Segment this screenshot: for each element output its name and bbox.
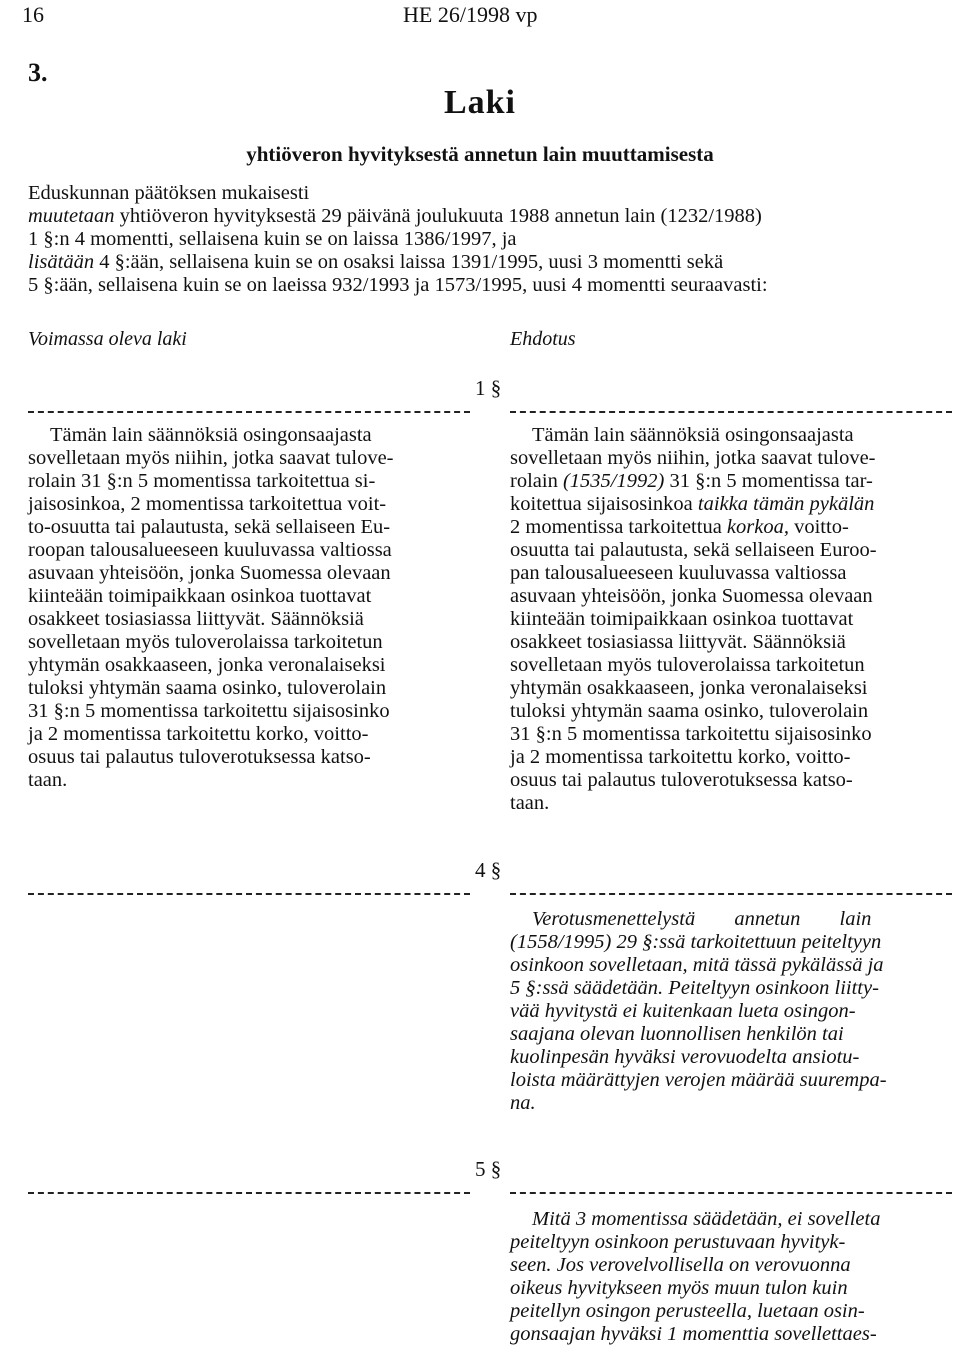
intro-line: 5 §:ään, sellaisena kuin se on laeissa 932/1993 ja 1573/1995, uusi 4 momentti seuraavasti: bbox=[28, 274, 768, 296]
text-line: na. bbox=[510, 1092, 536, 1114]
omission-dashes bbox=[28, 893, 470, 895]
text-line: gonsaajan hyväksi 1 momenttia sovellettaes- bbox=[510, 1323, 877, 1345]
intro-verb: lisätään bbox=[28, 251, 95, 273]
omission-dashes bbox=[28, 1192, 470, 1194]
text-line: tuloksi yhtymän saama osinko, tuloverolain bbox=[28, 677, 387, 699]
text-line: 2 momentissa tarkoitettua korkoa, voitto- bbox=[510, 516, 849, 538]
right-section4-text bbox=[510, 908, 952, 1115]
page-number: 16 bbox=[22, 2, 44, 27]
intro-line: 1 §:n 4 momentti, sellaisena kuin se on laissa 1386/1997, ja bbox=[28, 228, 517, 250]
amended-text: korkoa, bbox=[726, 516, 789, 538]
text-line: osakkeet tosiasiassa liittyvät. Säännöksiä bbox=[28, 608, 364, 630]
intro-line: muutetaan yhtiöveron hyvityksestä 29 päivänä joulukuuta 1988 annetun lain (1232/1988) bbox=[28, 205, 762, 227]
text-line: loista määrättyjen verojen määrää suurempa- bbox=[510, 1069, 887, 1091]
text-line: Mitä 3 momentissa säädetään, ei sovelleta bbox=[532, 1208, 881, 1230]
left-column-heading: Voimassa oleva laki bbox=[28, 328, 187, 350]
text-line: jaisosinkoa, 2 momentissa tarkoitettua voit- bbox=[28, 493, 387, 515]
text-line: saajana olevan luonnollisen henkilön tai bbox=[510, 1023, 844, 1045]
intro-verb: muutetaan bbox=[28, 205, 115, 227]
text-line: 31 §:n 5 momentissa tarkoitettu sijaisosinko bbox=[510, 723, 872, 745]
text-line: kiinteään toimipaikkaan osinkoa tuottavat bbox=[510, 608, 854, 630]
text-line: 5 §:ssä säädetään. Peiteltyyn osinkoon liitty- bbox=[510, 977, 879, 999]
intro-line: Eduskunnan päätöksen mukaisesti bbox=[28, 182, 310, 204]
left-section1-text bbox=[28, 424, 470, 792]
text-line: asuvaan yhteisöön, jonka Suomessa olevaan bbox=[28, 562, 391, 584]
text-line: tuloksi yhtymän saama osinko, tuloverolain bbox=[510, 700, 869, 722]
text-line: osinkoon sovelletaan, mitä tässä pykälässä ja bbox=[510, 954, 884, 976]
section-mark-4: 4 § bbox=[475, 858, 502, 882]
text-line: taan. bbox=[510, 792, 550, 814]
text-line: osuus tai palautus tuloverotuksessa katso- bbox=[510, 769, 853, 791]
right-section1-text bbox=[510, 424, 952, 815]
text-line: sovelletaan myös tuloverolaissa tarkoitetun bbox=[510, 654, 865, 676]
text-line: kiinteään toimipaikkaan osinkoa tuottavat bbox=[28, 585, 372, 607]
text-line: taan. bbox=[28, 769, 68, 791]
text-line: osuutta tai palautusta, sekä sellaiseen Euroo- bbox=[510, 539, 877, 561]
text-line: yhtymän osakkaaseen, jonka veronalaiseksi bbox=[510, 677, 868, 699]
text-line: yhtymän osakkaaseen, jonka veronalaiseksi bbox=[28, 654, 386, 676]
law-title: Laki bbox=[443, 84, 517, 121]
text-line: peiteltyyn osinkoon perustuvaan hyvityk- bbox=[510, 1231, 846, 1253]
section-mark-1: 1 § bbox=[475, 376, 502, 400]
text-line: (1558/1995) 29 §:ssä tarkoitettuun peiteltyyn bbox=[510, 931, 882, 953]
text-line: Tämän lain säännöksiä osingonsaajasta bbox=[50, 424, 372, 446]
text-line: ja 2 momentissa tarkoitettu korko, voitto- bbox=[28, 723, 369, 745]
text-line: sovelletaan myös tuloverolaissa tarkoitetun bbox=[28, 631, 383, 653]
text-line: sovelletaan myös niihin, jotka saavat tulove- bbox=[510, 447, 876, 469]
omission-dashes bbox=[510, 893, 952, 895]
section-mark-5: 5 § bbox=[475, 1157, 502, 1181]
text-line: asuvaan yhteisöön, jonka Suomessa olevaan bbox=[510, 585, 873, 607]
right-column-heading: Ehdotus bbox=[510, 328, 576, 350]
text-line: pan talousalueeseen kuuluvassa valtiossa bbox=[510, 562, 847, 584]
text-line: rolain (1535/1992) 31 §:n 5 momentissa tar- bbox=[510, 470, 873, 492]
amended-text: (1535/1992) bbox=[562, 470, 665, 492]
text-line: osakkeet tosiasiassa liittyvät. Säännöksiä bbox=[510, 631, 846, 653]
text-line: seen. Jos verovelvollisella on verovuonna bbox=[510, 1254, 851, 1276]
amended-text: taikka tämän pykälän bbox=[697, 493, 875, 515]
text-line: to-osuutta tai palautusta, sekä sellaiseen Eu- bbox=[28, 516, 391, 538]
text-line: rolain 31 §:n 5 momentissa tarkoitettua si- bbox=[28, 470, 376, 492]
text-line: peitellyn osingon perusteella, luetaan osin- bbox=[510, 1300, 865, 1322]
omission-dashes bbox=[510, 1192, 952, 1194]
text-line: sovelletaan myös niihin, jotka saavat tulove- bbox=[28, 447, 394, 469]
text-line: oikeus hyvitykseen myös muun tulon kuin bbox=[510, 1277, 848, 1299]
section-number: 3. bbox=[28, 58, 48, 87]
text-line: vää hyvitystä ei kuitenkaan lueta osingon- bbox=[510, 1000, 856, 1022]
text-line: osuus tai palautus tuloverotuksessa katso- bbox=[28, 746, 371, 768]
intro-paragraph bbox=[28, 182, 960, 297]
text-line: 31 §:n 5 momentissa tarkoitettu sijaisosinko bbox=[28, 700, 390, 722]
text-line: koitettua sijaisosinkoa taikka tämän pykälän bbox=[510, 493, 875, 515]
text-line: kuolinpesän hyväksi verovuodelta ansiotu- bbox=[510, 1046, 860, 1068]
right-section5-text bbox=[510, 1208, 952, 1346]
text-line: roopan talousalueeseen kuuluvassa valtiossa bbox=[28, 539, 392, 561]
omission-dashes bbox=[510, 411, 952, 413]
document-id: HE 26/1998 vp bbox=[403, 2, 538, 27]
text-line: Verotusmenettelystä annetun lain bbox=[532, 908, 872, 930]
omission-dashes bbox=[28, 411, 470, 413]
intro-line: lisätään 4 §:ään, sellaisena kuin se on osaksi laissa 1391/1995, uusi 3 momentti sekä bbox=[28, 251, 724, 273]
law-subtitle: yhtiöveron hyvityksestä annetun lain muuttamisesta bbox=[246, 142, 714, 166]
text-line: ja 2 momentissa tarkoitettu korko, voitto- bbox=[510, 746, 851, 768]
text-line: Tämän lain säännöksiä osingonsaajasta bbox=[532, 424, 854, 446]
